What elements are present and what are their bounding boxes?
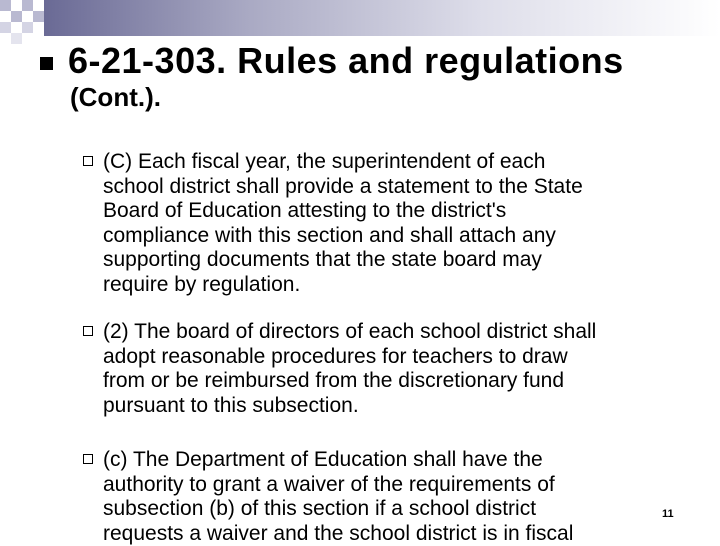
paragraph-text: (c) The Department of Education shall have the authority to grant a waiver of the requirements of subsection (b) of this section if a school district requests a waiver and the school district is in fiscal xyxy=(103,448,574,545)
paragraph-2 xyxy=(83,320,683,418)
checkbox-bullet-icon xyxy=(83,326,93,336)
checkbox-bullet-icon xyxy=(83,156,93,166)
page-number: 11 xyxy=(662,508,674,520)
paragraph-text: (2) The board of directors of each school district shall adopt reasonable procedures for teachers to draw from or be reimbursed from the discretionary fund pursuant to this subsection. xyxy=(103,320,597,417)
title-bullet-icon xyxy=(40,57,53,70)
checkbox-bullet-icon xyxy=(83,454,93,464)
paragraph-c-lower xyxy=(83,448,683,546)
slide-title: 6-21-303. Rules and regulations xyxy=(68,40,624,81)
slide-title-continued: (Cont.). xyxy=(70,82,161,112)
paragraph-text: (C) Each fiscal year, the superintendent of each school district shall provide a statement to the State Board of Education attesting to the district's compliance with this section and shall attach any supporting documents that the state board may require by regulation. xyxy=(103,150,583,296)
header-gradient-band xyxy=(44,0,720,36)
paragraph-c xyxy=(83,150,683,298)
